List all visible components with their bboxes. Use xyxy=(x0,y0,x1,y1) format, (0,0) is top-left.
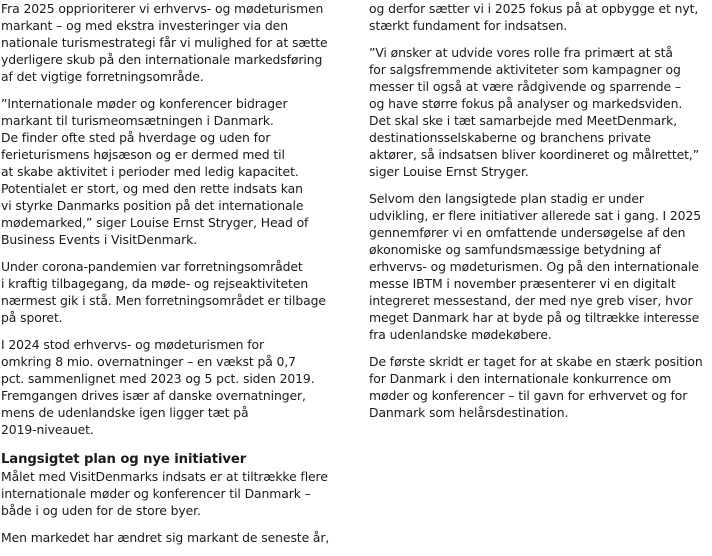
article-right-column xyxy=(369,0,712,431)
article-left-column xyxy=(1,0,346,556)
section-heading: Langsigtet plan og nye initiativer xyxy=(1,452,247,467)
paragraph: Men markedet har ændret sig markant de seneste år, xyxy=(1,530,330,545)
paragraph: og derfor sætter vi i 2025 fokus på at opbygge et nyt, stærkt fundament for indsatsen. xyxy=(369,1,699,33)
paragraph: De første skridt er taget for at skabe en stærk position for Danmark i den internationale konkurrence om møder og konferencer – til gavn for erhvervet og for Danmark som helårsdestination. xyxy=(369,354,703,420)
paragraph: Målet med VisitDenmarks indsats er at tiltrække flere internationale møder og konferencer til Danmark – både i og uden for de store byer. xyxy=(1,469,328,518)
paragraph: Selvom den langsigtede plan stadig er under udvikling, er flere initiativer allerede sat i gang. I 2025 gennemfører vi en omfattende undersøgelse af den økonomiske og samfundsmæssige betydning af erhvervs- og mødeturismen. Og på den internationale messe IBTM i november præsenterer vi en digitalt integreret messestand, der med nye greb viser, hvor meget Danmark har at byde på og tiltrække interesse fra udenlandske mødekøbere. xyxy=(369,191,702,342)
paragraph: I 2024 stod erhvervs- og mødeturismen for omkring 8 mio. overnatninger – en vækst på 0,7 pct. sammenlignet med 2023 og 5 pct. siden 2019. Fremgangen drives især af danske overnatninger, mens de udenlandske igen ligger tæt på 2019-niveauet. xyxy=(1,337,315,437)
paragraph: Under corona-pandemien var forretningsområdet i kraftig tilbagegang, da møde- og rejseaktiviteten nærmest gik i stå. Men forretningsområdet er tilbage på sporet. xyxy=(1,259,326,325)
paragraph: Fra 2025 opprioriterer vi erhvervs- og mødeturismen markant – og med ekstra investeringer via den nationale turismestrategi får vi mulighed for at sætte yderligere skub på den internationale markedsføring af det vigtige forretningsområde. xyxy=(1,1,328,84)
paragraph: ”Vi ønsker at udvide vores rolle fra primært at stå for salgsfremmende aktiviteter som kampagner og messer til også at være rådgivende og sparrende – og have større fokus på analyser og markedsviden. Det skal ske i tæt samarbejde med MeetDenmark, destinationsselskaberne og branchens private aktører, så indsatsen bliver koordineret og målrettet,” siger Louise Ernst Stryger. xyxy=(369,45,700,179)
paragraph: ”Internationale møder og konferencer bidrager markant til turismeomsætningen i Danmark. De finder ofte sted på hverdage og uden for ferieturismens højsæson og er dermed med til at skabe aktivitet i perioder med ledig kapacitet. Potentialet er stort, og med den rette indsats kan vi styrke Danmarks position på det internationale mødemarked,” siger Louise Ernst Stryger, Head of Business Events i VisitDenmark. xyxy=(1,96,309,247)
